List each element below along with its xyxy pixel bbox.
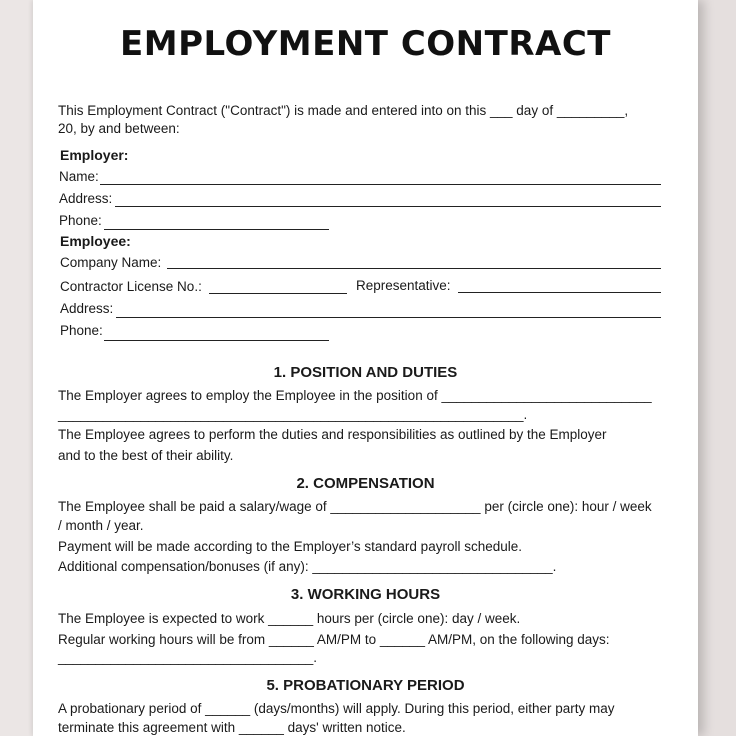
employee-phone-field[interactable]	[104, 340, 329, 341]
contract-page	[33, 0, 698, 736]
document-title: EMPLOYMENT CONTRACT	[120, 24, 611, 64]
payroll-text: Payment will be made according to the Employer’s standard payroll schedule.	[58, 539, 522, 554]
section-probation-heading: 5. PROBATIONARY PERIOD	[266, 677, 465, 694]
bonus-text: Additional compensation/bonuses (if any): ________________________________.	[58, 559, 557, 574]
hours-text-1: The Employee is expected to work ______ hours per (circle one): day / week.	[58, 611, 521, 626]
duties-text-1: The Employee agrees to perform the duties and responsibilities as outlined by the Employer	[58, 427, 607, 442]
section-compensation-heading: 2. COMPENSATION	[296, 475, 435, 492]
duties-text-2: and to the best of their ability.	[58, 448, 234, 463]
employer-name-field[interactable]	[100, 184, 661, 185]
employee-company-label: Company Name:	[60, 255, 162, 270]
background-right	[696, 0, 736, 736]
intro-line-1: This Employment Contract ("Contract") is made and entered into on this ___ day of _________,	[58, 103, 629, 118]
employee-license-field[interactable]	[209, 293, 347, 294]
employee-address-label: Address:	[60, 301, 114, 316]
probation-text-1: A probationary period of ______ (days/months) will apply. During this period, either party may	[58, 701, 615, 716]
section-hours-heading: 3. WORKING HOURS	[290, 586, 441, 603]
position-text-1: The Employer agrees to employ the Employee in the position of ____________________________	[58, 388, 652, 403]
hours-text-3: __________________________________.	[58, 650, 318, 665]
employee-phone-label: Phone:	[60, 323, 103, 338]
employer-address-field[interactable]	[115, 206, 661, 207]
intro-line-2: 20, by and between:	[58, 121, 180, 136]
employee-representative-field[interactable]	[458, 292, 661, 293]
employer-phone-label: Phone:	[59, 213, 102, 228]
employee-license-label: Contractor License No.:	[60, 279, 202, 294]
employee-company-field[interactable]	[167, 268, 661, 269]
employer-heading: Employer:	[60, 147, 129, 163]
compensation-text-1: The Employee shall be paid a salary/wage of ____________________ per (circle one): hour / week	[58, 499, 652, 514]
employer-address-label: Address:	[59, 191, 113, 206]
compensation-text-2: / month / year.	[58, 518, 144, 533]
employee-heading: Employee:	[60, 233, 131, 249]
employee-address-field[interactable]	[116, 317, 661, 318]
employer-name-label: Name:	[59, 169, 99, 184]
employer-phone-field[interactable]	[104, 229, 329, 230]
hours-text-2: Regular working hours will be from ______ AM/PM to ______ AM/PM, on the following days:	[58, 632, 610, 647]
section-position-heading: 1. POSITION AND DUTIES	[273, 364, 458, 381]
employee-representative-label: Representative:	[356, 278, 451, 293]
probation-text-2: terminate this agreement with ______ days' written notice.	[58, 720, 406, 735]
position-text-2: ______________________________________________________________.	[58, 407, 528, 422]
